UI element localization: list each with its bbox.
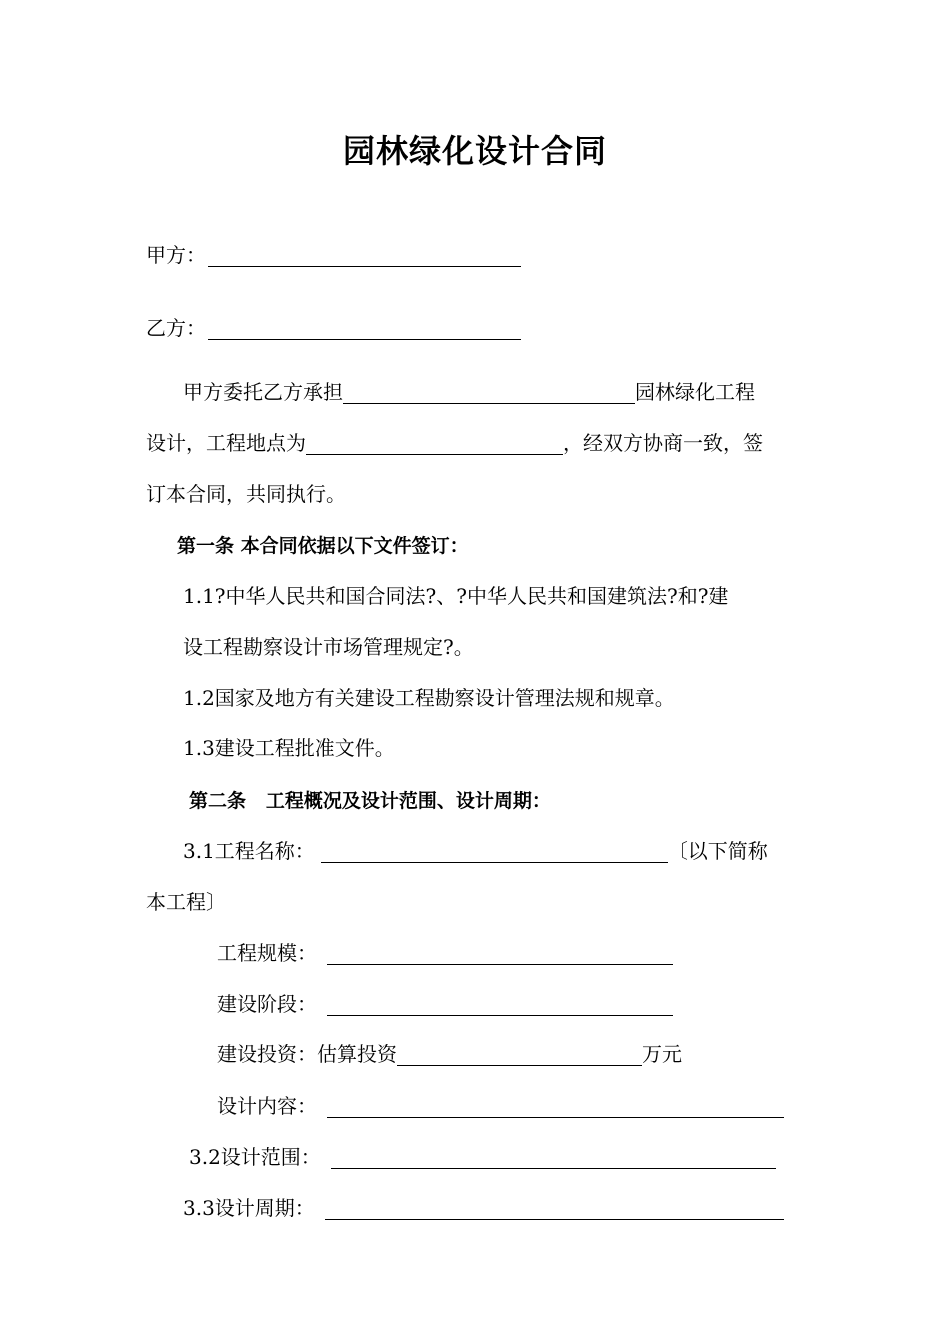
- period-line: [183, 1196, 784, 1220]
- article-1-item-3: 1.3建设工程批准文件。: [183, 736, 395, 760]
- project-name-cont: 本工程〕: [146, 890, 226, 914]
- scale-line: [217, 941, 673, 965]
- article-1-heading: 第一条 本合同依据以下文件签订：: [177, 535, 469, 557]
- article-1-item-1-line-2: 设工程勘察设计市场管理规定?。: [183, 635, 474, 659]
- intro-text-1a: 甲方委托乙方承担: [183, 380, 343, 404]
- party-a-line: [146, 243, 521, 267]
- party-a-label: 甲方：: [146, 243, 206, 267]
- article-1-item-2: 1.2国家及地方有关建设工程勘察设计管理法规和规章。: [183, 686, 675, 710]
- investment-blank[interactable]: [397, 1043, 642, 1066]
- project-name-suffix: 〔以下简称: [667, 839, 768, 863]
- party-b-label: 乙方：: [146, 316, 206, 340]
- content-line: [217, 1094, 784, 1118]
- investment-unit: 万元: [642, 1042, 682, 1066]
- intro-text-1b: 园林绿化工程: [635, 380, 755, 404]
- scope-line: [189, 1145, 776, 1169]
- stage-line: [217, 992, 673, 1016]
- investment-line: [217, 1042, 682, 1066]
- period-blank[interactable]: [325, 1197, 784, 1220]
- document-title: 园林绿化设计合同: [342, 132, 607, 170]
- scale-blank[interactable]: [327, 942, 673, 965]
- location-blank[interactable]: [306, 432, 563, 455]
- scope-label: 3.2设计范围：: [189, 1145, 321, 1169]
- investment-label: 建设投资：估算投资: [217, 1042, 397, 1066]
- scale-label: 工程规模：: [217, 941, 317, 965]
- stage-blank[interactable]: [327, 993, 673, 1016]
- content-blank[interactable]: [327, 1095, 784, 1118]
- stage-label: 建设阶段：: [217, 992, 317, 1016]
- party-a-blank[interactable]: [208, 244, 521, 267]
- article-2-heading: 第二条 工程概况及设计范围、设计周期：: [189, 790, 551, 812]
- intro-text-2b: ，经双方协商一致，签: [563, 431, 763, 455]
- content-label: 设计内容：: [217, 1094, 317, 1118]
- project-name-line: [183, 839, 768, 863]
- intro-text-2a: 设计，工程地点为: [146, 431, 306, 455]
- intro-line-3: 订本合同，共同执行。: [146, 482, 346, 506]
- project-blank[interactable]: [343, 381, 635, 404]
- article-1-item-1-line-1: 1.1?中华人民共和国合同法?、?中华人民共和国建筑法?和?建: [183, 584, 729, 608]
- party-b-line: [146, 316, 521, 340]
- intro-line-2: [146, 431, 763, 455]
- party-b-blank[interactable]: [208, 317, 521, 340]
- project-name-label: 3.1工程名称：: [183, 839, 315, 863]
- project-name-blank[interactable]: [321, 840, 668, 863]
- period-label: 3.3设计周期：: [183, 1196, 315, 1220]
- scope-blank[interactable]: [331, 1146, 776, 1169]
- intro-line-1: [183, 380, 755, 404]
